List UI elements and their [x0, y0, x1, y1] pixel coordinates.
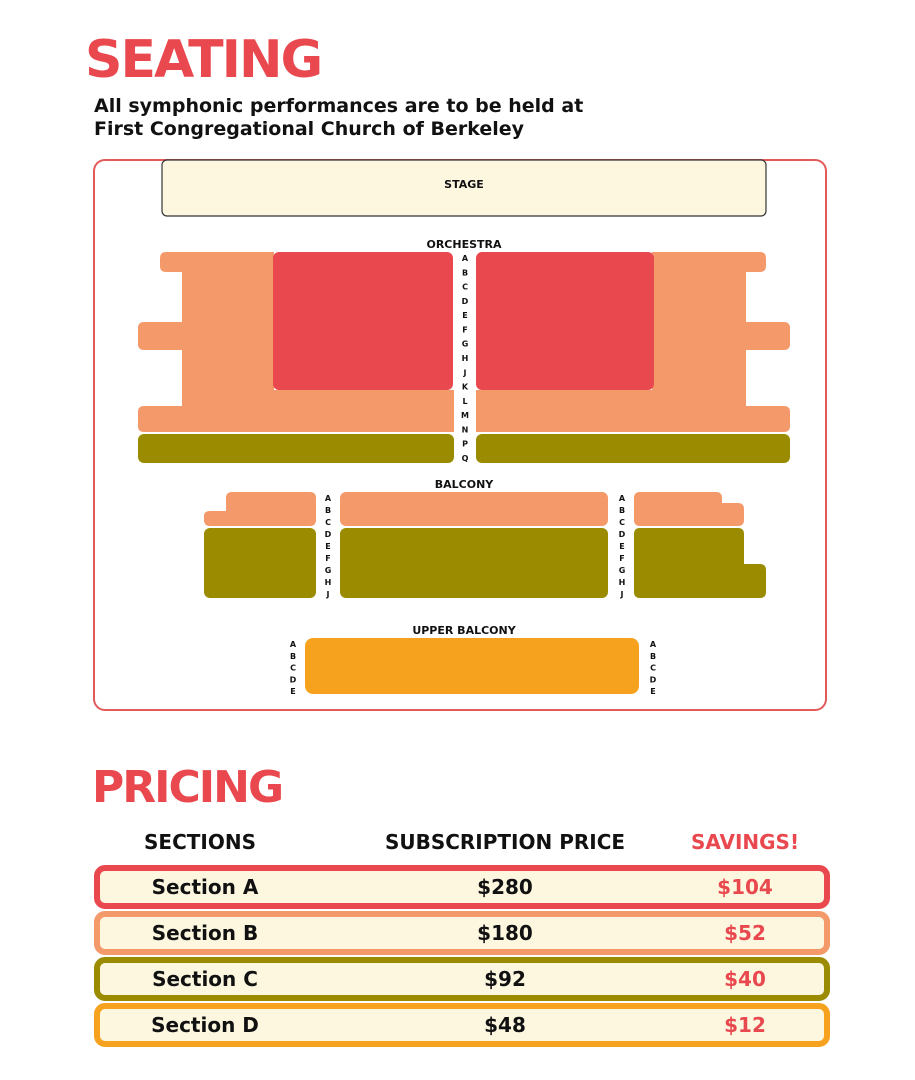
row-letter-a: A: [649, 640, 657, 649]
row-letter-b: B: [324, 506, 332, 515]
orchestra-label: ORCHESTRA: [426, 238, 502, 251]
seating-title: SEATING: [85, 30, 322, 90]
subscription-price: $180: [477, 921, 533, 945]
row-letter-c: C: [325, 518, 331, 527]
row-letter-d: D: [649, 675, 657, 685]
upper-balcony-section-d: [305, 638, 639, 694]
balcony-left-section-c: [204, 528, 316, 598]
row-letter-b: B: [649, 651, 657, 661]
balcony-row-letters-left: [325, 494, 332, 599]
row-letter-d: D: [289, 675, 297, 685]
row-letter-d: D: [618, 530, 626, 539]
row-letter-a: A: [618, 494, 626, 503]
row-letter-c: C: [650, 663, 656, 673]
upper-balcony-label: UPPER BALCONY: [412, 624, 516, 637]
row-letter-q: Q: [461, 454, 469, 463]
savings-amount: $52: [724, 921, 766, 945]
orchestra-right-section-a: [476, 252, 654, 390]
upper-balcony-row-letters-left: [290, 640, 297, 696]
row-letter-d: D: [461, 296, 469, 306]
row-letter-e: E: [619, 542, 625, 551]
row-letter-g: G: [618, 566, 626, 575]
venue-subtitle-line-1: All symphonic performances are to be held at: [94, 95, 584, 117]
row-letter-h: H: [324, 578, 332, 587]
section-name: Section A: [151, 875, 259, 899]
row-letter-f: F: [462, 325, 468, 335]
balcony-row-letters-right: [619, 494, 626, 599]
price-row-section-c: [94, 957, 830, 1001]
price-row-section-b: [94, 911, 830, 955]
row-letter-e: E: [290, 687, 296, 696]
balcony-label: BALCONY: [434, 478, 494, 491]
savings-amount: $104: [717, 875, 773, 899]
balcony-right-section-b: [634, 492, 744, 526]
section-name: Section C: [152, 967, 258, 991]
row-letter-g: G: [324, 566, 332, 575]
row-letter-b: B: [289, 651, 297, 661]
row-letter-j: J: [326, 590, 330, 599]
row-letter-f: F: [325, 554, 331, 563]
row-letter-b: B: [461, 268, 469, 278]
row-letter-a: A: [289, 640, 297, 649]
balcony-right-section-c: [634, 528, 766, 598]
row-letter-c: C: [290, 663, 296, 673]
row-letter-c: C: [619, 518, 625, 527]
row-letter-d: D: [324, 530, 332, 539]
row-letter-h: H: [461, 354, 469, 363]
venue-subtitle-line-2: First Congregational Church of Berkeley: [94, 118, 525, 140]
row-letter-c: C: [462, 282, 468, 292]
row-letter-a: A: [324, 494, 332, 503]
row-letter-a: A: [461, 254, 469, 263]
balcony-left-section-b: [204, 492, 316, 526]
section-name: Section D: [151, 1013, 259, 1037]
section-name: Section B: [151, 921, 259, 945]
orchestra-left-section-a: [273, 252, 453, 390]
row-letter-g: G: [461, 339, 469, 349]
orchestra-left-section-c: [138, 434, 454, 463]
row-letter-e: E: [650, 687, 656, 696]
row-letter-l: L: [462, 396, 468, 406]
balcony-center-section-b: [340, 492, 608, 526]
row-letter-j: J: [463, 368, 467, 378]
row-letter-n: N: [461, 425, 469, 435]
row-letter-k: K: [461, 382, 469, 392]
orchestra-row-letters: [461, 254, 469, 463]
balcony-center-section-c: [340, 528, 608, 598]
row-letter-b: B: [618, 506, 626, 515]
row-letter-j: J: [620, 590, 624, 599]
row-letter-e: E: [325, 542, 331, 551]
stage-label: STAGE: [444, 178, 484, 191]
subscription-price: $280: [477, 875, 533, 899]
savings-amount: $12: [724, 1013, 766, 1037]
row-letter-p: P: [462, 439, 468, 449]
price-row-section-d: [94, 1003, 830, 1047]
row-letter-f: F: [619, 554, 625, 563]
subscription-price: $48: [484, 1013, 526, 1037]
savings-amount: $40: [724, 967, 766, 991]
row-letter-m: M: [461, 411, 469, 421]
sections-column-header: SECTIONS: [144, 830, 256, 854]
savings-column-header: SAVINGS!: [690, 830, 800, 854]
subscription-price-column-header: SUBSCRIPTION PRICE: [384, 830, 626, 854]
orchestra-right-section-c: [476, 434, 790, 463]
row-letter-h: H: [618, 578, 626, 587]
price-row-section-a: [94, 865, 830, 909]
subscription-price: $92: [484, 967, 526, 991]
upper-balcony-row-letters-right: [650, 640, 657, 696]
row-letter-e: E: [462, 311, 468, 321]
pricing-title: PRICING: [92, 762, 283, 813]
